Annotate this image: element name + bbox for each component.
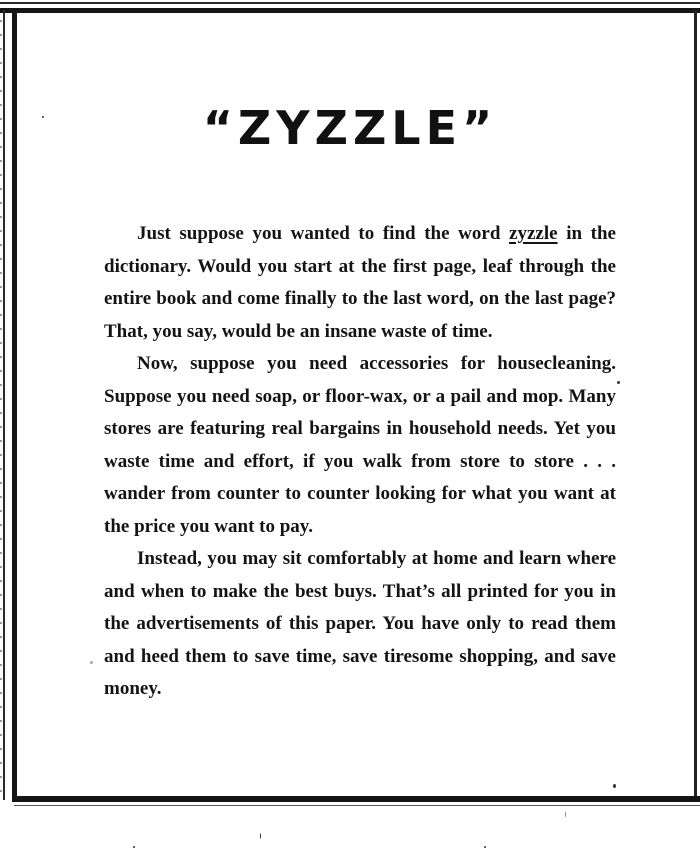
print-speck	[617, 381, 620, 384]
print-speck	[565, 812, 566, 817]
print-speck	[42, 116, 44, 118]
paragraph-1-after: in the dictionary. Would you start at the first page, leaf through the entire book and come finally to the last word, on the last page? That, you say, would be an insane waste of time.	[104, 223, 616, 342]
underlined-word: zyzzle	[509, 223, 558, 244]
print-speck	[133, 846, 135, 848]
paragraph-2: Now, suppose you need accessories for housecleaning. Suppose you need soap, or floor-wax, or a pail and mop. Many stores are featuring real bargains in household needs. Yet you waste time and effort, if you walk from store to store . . . wander from counter to counter looking for what you want at the price you want to pay.	[104, 353, 616, 537]
print-speck	[90, 661, 93, 664]
frame-bottom-thick-rule	[14, 796, 700, 802]
paragraph-1-before: Just suppose you wanted to find the word	[137, 223, 510, 244]
frame-top-thin-rule	[0, 2, 700, 4]
print-speck	[484, 846, 486, 848]
frame-bottom-thin-rule	[14, 805, 700, 806]
print-speck	[260, 833, 261, 839]
headline: “ZYZZLE”	[202, 101, 498, 155]
paragraph-1	[104, 218, 616, 348]
print-speck	[613, 784, 616, 788]
paragraph-3: Instead, you may sit comfortably at home and learn where and when to make the best buys. That’s all printed for you in the advertisements of this paper. You have only to read them and heed them to save time, save tiresome shopping, and save money.	[104, 548, 616, 699]
article-body	[104, 218, 616, 706]
frame-top-thick-rule	[0, 8, 700, 13]
